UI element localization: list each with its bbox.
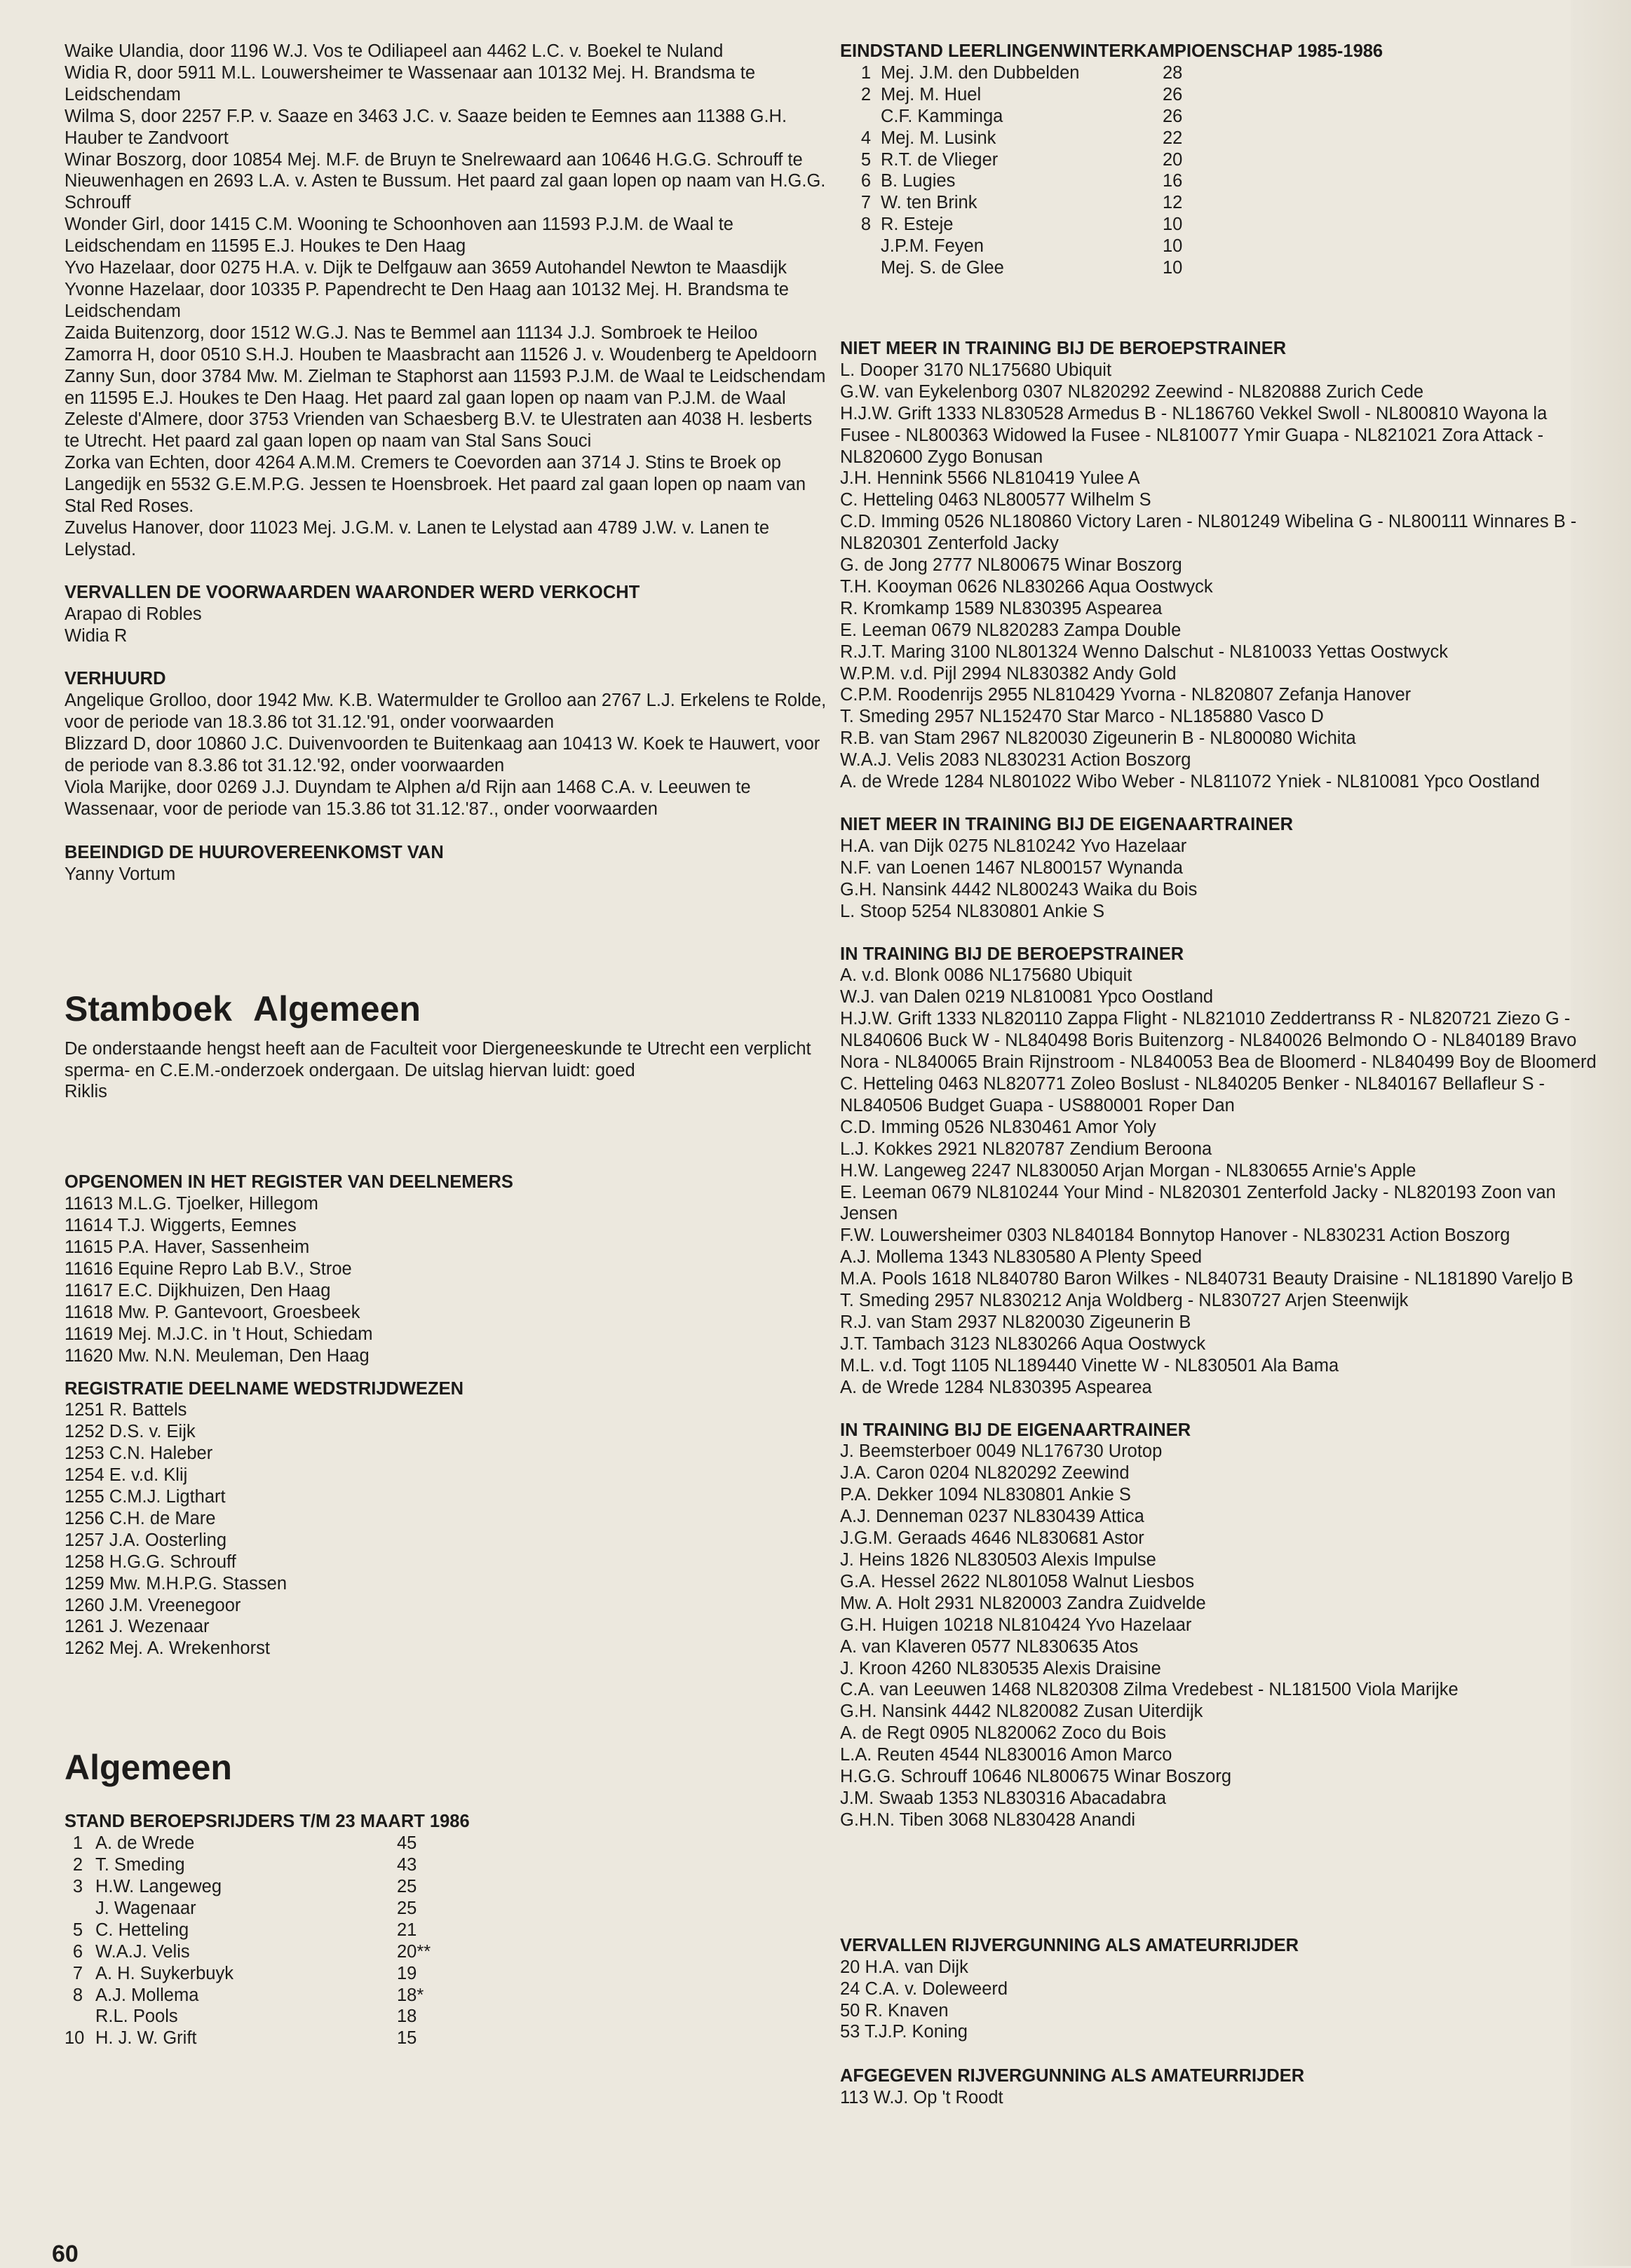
ranking-row — [840, 192, 1597, 214]
rank-number: 8 — [860, 215, 871, 235]
score-value: 25 — [397, 1877, 417, 1896]
ranking-row — [840, 128, 1597, 149]
section-heading-stand: STAND BEROEPSRIJDERS T/M 23 MAART 1986 — [65, 1812, 470, 1832]
trainer-entry: P.A. Dekker 1094 NL830801 Ankie S — [840, 1485, 1131, 1505]
ranking-row — [65, 1833, 829, 1854]
score-value: 10 — [1163, 215, 1183, 235]
sale-entry: Zeleste d'Almere, door 3753 Vrienden van Schaesberg B.V. te Ulestraten aan 4038 H. lesberts te Utrecht. Het paard zal gaan lopen op naam van Stal Sans Souci — [65, 409, 813, 451]
list-item: 1252 D.S. v. Eijk — [65, 1422, 196, 1442]
trainer-entry: T. Smeding 2957 NL152470 Star Marco - NL185880 Vasco D — [840, 707, 1324, 727]
score-value: 28 — [1163, 62, 1183, 83]
score-value: 20** — [397, 1941, 431, 1962]
trainer-entry: H.W. Langeweg 2247 NL830050 Arjan Morgan - NL830655 Arnie's Apple — [840, 1160, 1416, 1181]
trainer-entry: G.H. Nansink 4442 NL800243 Waika du Bois — [840, 879, 1198, 899]
lease-entry: Viola Marijke, door 0269 J.J. Duyndam te Alphen a/d Rijn aan 1468 C.A. v. Leeuwen te Wassenaar, voor de periode van 15.3.86 tot 31.12.'87., onder voorwaarden — [65, 777, 751, 819]
rank-number: 7 — [860, 193, 871, 213]
stand-table — [65, 1833, 829, 2049]
trainer-entry: A. de Regt 0905 NL820062 Zoco du Bois — [840, 1723, 1166, 1744]
trainer-entry: H.A. van Dijk 0275 NL810242 Yvo Hazelaar — [840, 836, 1187, 856]
trainer-entry: J. Heins 1826 NL830503 Alexis Impulse — [840, 1550, 1156, 1570]
sale-entry: Waike Ulandia, door 1196 W.J. Vos te Odiliapeel aan 4462 L.C. v. Boekel te Nuland — [65, 41, 724, 61]
list-item: Yanny Vortum — [65, 864, 176, 884]
list-item: 11616 Equine Repro Lab B.V., Stroe — [65, 1258, 352, 1279]
rank-number: 1 — [860, 62, 871, 83]
trainer-entry: G. de Jong 2777 NL800675 Winar Boszorg — [840, 555, 1182, 576]
ranking-row — [65, 1920, 829, 1941]
list-item: 11620 Mw. N.N. Meuleman, Den Haag — [65, 1345, 370, 1366]
stamboek-text: De onderstaande hengst heeft aan de Faculteit voor Diergeneeskunde te Utrecht een verplicht sperma- en C.E.M.-onderzoek ondergaan. De uitslag hiervan luidt: goed — [65, 1038, 811, 1080]
trainer-entry: R.J. van Stam 2937 NL820030 Zigeunerin B — [840, 1312, 1191, 1332]
vervallen-list — [65, 604, 829, 647]
trainer-entry: W.J. van Dalen 0219 NL810081 Ypco Oostland — [840, 987, 1214, 1007]
score-value: 45 — [397, 1833, 417, 1854]
trainer-entry: L. Stoop 5254 NL830801 Ankie S — [840, 901, 1105, 921]
list-item: 53 T.J.P. Koning — [840, 2022, 968, 2042]
ranking-row — [840, 84, 1597, 106]
trainer-entry: A. de Wrede 1284 NL830395 Aspearea — [840, 1377, 1152, 1397]
section-heading-eindstand: EINDSTAND LEERLINGENWINTERKAMPIOENSCHAP 1985-1986 — [840, 41, 1383, 61]
list-item: 20 H.A. van Dijk — [840, 1957, 968, 1977]
rank-number: 5 — [72, 1920, 83, 1940]
trainer-entry: M.A. Pools 1618 NL840780 Baron Wilkes - NL840731 Beauty Draisine - NL181890 Vareljo B — [840, 1269, 1574, 1289]
rider-name: J.P.M. Feyen — [881, 236, 984, 257]
trainer-entry: R.J.T. Maring 3100 NL801324 Wenno Dalschut - NL810033 Yettas Oostwyck — [840, 641, 1449, 662]
rank-number — [840, 257, 881, 279]
list-item: 1254 E. v.d. Klij — [65, 1465, 188, 1486]
trainer-entry: W.P.M. v.d. Pijl 2994 NL830382 Andy Gold — [840, 663, 1177, 684]
afgegeven-rij-list — [840, 2087, 1597, 2109]
sale-entry: Zorka van Echten, door 4264 A.M.M. Cremers te Coevorden aan 3714 J. Stins te Broek op Langedijk en 5532 G.E.M.P.G. Jessen te Hoensbroek. Het paard zal gaan lopen op naam van Stal Red Roses. — [65, 453, 806, 517]
stamboek-title: Stamboek Algemeen — [65, 989, 421, 1028]
section-heading-vervallen-rij: VERVALLEN RIJVERGUNNING ALS AMATEURRIJDER — [840, 1935, 1299, 1955]
ranking-row — [65, 1876, 829, 1898]
section-heading-nm-beroeps: NIET MEER IN TRAINING BIJ DE BEROEPSTRAINER — [840, 338, 1287, 358]
trainer-entry: W.A.J. Velis 2083 NL830231 Action Boszorg — [840, 750, 1191, 770]
rank-number: 10 — [65, 2028, 85, 2049]
rank-number: 5 — [860, 149, 871, 170]
ranking-row — [840, 170, 1597, 192]
rider-name: R.L. Pools — [95, 2006, 178, 2027]
score-value: 26 — [1163, 106, 1183, 126]
eindstand-table — [840, 62, 1597, 279]
trainer-entry: A. van Klaveren 0577 NL830635 Atos — [840, 1636, 1139, 1657]
trainer-entry: C.D. Imming 0526 NL830461 Amor Yoly — [840, 1117, 1156, 1137]
score-value: 43 — [397, 1855, 417, 1875]
score-value: 22 — [1163, 128, 1183, 148]
trainer-entry: H.J.W. Grift 1333 NL830528 Armedus B - NL186760 Vekkel Swoll - NL800810 Wayona la Fusee - NL800363 Widowed la Fusee - NL810077 Ymir Guapa - NL821021 Zora Attack - NL820600 Zygo Bonusan — [840, 403, 1548, 467]
trainer-entry: F.W. Louwersheimer 0303 NL840184 Bonnytop Hanover - NL830231 Action Boszorg — [840, 1225, 1510, 1246]
score-value: 15 — [397, 2028, 417, 2049]
list-item: 1258 H.G.G. Schrouff — [65, 1551, 236, 1572]
nm-eigenaar-list — [840, 836, 1597, 923]
trainer-entry: C.P.M. Roodenrijs 2955 NL810429 Yvorna - NL820807 Zefanja Hanover — [840, 685, 1412, 705]
trainer-entry: G.H. Huigen 10218 NL810424 Yvo Hazelaar — [840, 1615, 1192, 1635]
lease-entry: Angelique Grolloo, door 1942 Mw. K.B. Watermulder te Grolloo aan 2767 L.J. Erkelens te Rolde, voor de periode van 18.3.86 tot 31.12.'91, onder voorwaarden — [65, 691, 827, 733]
rank-number — [65, 1898, 95, 1920]
rider-name: A. de Wrede — [95, 1833, 195, 1854]
in-eigenaar-list — [840, 1441, 1597, 1831]
ranking-row — [65, 2006, 829, 2028]
list-item: 1256 C.H. de Mare — [65, 1508, 216, 1528]
trainer-entry: A. v.d. Blonk 0086 NL175680 Ubiquit — [840, 965, 1132, 986]
registratie-list — [65, 1399, 829, 1659]
stamboek-horse: Riklis — [65, 1082, 107, 1102]
list-item: 113 W.J. Op 't Roodt — [840, 2088, 1003, 2108]
rider-name: A. H. Suykerbuyk — [95, 1963, 234, 1983]
trainer-entry: A.J. Mollema 1343 NL830580 A Plenty Speed — [840, 1247, 1203, 1268]
ranking-row — [840, 106, 1597, 128]
rank-number: 4 — [860, 128, 871, 148]
rider-name: R. Esteje — [881, 215, 954, 235]
trainer-entry: J.G.M. Geraads 4646 NL830681 Astor — [840, 1528, 1144, 1549]
list-item: Arapao di Robles — [65, 604, 202, 624]
rider-name: Mej. M. Lusink — [881, 128, 996, 148]
sale-entry: Winar Boszorg, door 10854 Mej. M.F. de Bruyn te Snelrewaard aan 10646 H.G.G. Schrouff te Nieuwenhagen en 2693 L.A. v. Asten te Bussum. Het paard zal gaan lopen op naam van H.G.G. Schrouff — [65, 149, 826, 213]
ranking-row — [65, 2028, 829, 2049]
rank-number: 3 — [72, 1877, 83, 1896]
score-value: 18* — [397, 1985, 424, 2005]
rank-number: 2 — [860, 84, 871, 104]
ranking-row — [840, 149, 1597, 171]
trainer-entry: J.M. Swaab 1353 NL830316 Abacadabra — [840, 1788, 1167, 1808]
sale-entry: Wilma S, door 2257 F.P. v. Saaze en 3463 J.C. v. Saaze beiden te Eemnes aan 11388 G.H. Hauber te Zandvoort — [65, 106, 787, 148]
opgenomen-list — [65, 1193, 829, 1366]
trainer-entry: L.A. Reuten 4544 NL830016 Amon Marco — [840, 1745, 1172, 1765]
section-heading-in-beroeps: IN TRAINING BIJ DE BEROEPSTRAINER — [840, 944, 1184, 964]
section-heading-beeindigd: BEEINDIGD DE HUUROVEREENKOMST VAN — [65, 842, 444, 862]
vervallen-rij-list — [840, 1957, 1597, 2044]
trainer-entry: H.G.G. Schrouff 10646 NL800675 Winar Boszorg — [840, 1767, 1231, 1787]
section-heading-opgenomen: OPGENOMEN IN HET REGISTER VAN DEELNEMERS — [65, 1172, 513, 1193]
score-value: 10 — [1163, 236, 1183, 257]
score-value: 20 — [1163, 149, 1183, 170]
rider-name: Mej. S. de Glee — [881, 258, 1004, 278]
trainer-entry: H.J.W. Grift 1333 NL820110 Zappa Flight - NL821010 Zeddertranss R - NL820721 Ziezo G - NL840606 Buck W - NL840498 Boris Buitenzorg - NL840026 Belmondo O - NL840189 Bravo Nora - NL840065 Brain Rijnstroom - NL840053 Bea de Bloomerd - NL840499 Boy de Bloomerd — [840, 1009, 1597, 1073]
trainer-entry: J.A. Caron 0204 NL820292 Zeewind — [840, 1463, 1130, 1483]
rider-name: W.A.J. Velis — [95, 1941, 190, 1962]
score-value: 21 — [397, 1920, 417, 1940]
rider-name: H.W. Langeweg — [95, 1877, 222, 1896]
ranking-row — [840, 62, 1597, 84]
rider-name: T. Smeding — [95, 1855, 185, 1875]
trainer-entry: G.H. Nansink 4442 NL820082 Zusan Uiterdijk — [840, 1702, 1203, 1722]
ranking-row — [840, 214, 1597, 236]
rider-name: R.T. de Vlieger — [881, 149, 999, 170]
in-beroeps-list — [840, 965, 1597, 1398]
ranking-row — [65, 1963, 829, 1985]
sale-entries — [65, 41, 829, 561]
section-heading-registratie: REGISTRATIE DEELNAME WEDSTRIJDWEZEN — [65, 1378, 464, 1399]
trainer-entry: C.D. Imming 0526 NL180860 Victory Laren - NL801249 Wibelina G - NL800111 Winnares B - NL820301 Zenterfold Jacky — [840, 512, 1577, 554]
score-value: 18 — [397, 2006, 417, 2027]
list-item: 1251 R. Battels — [65, 1400, 187, 1420]
trainer-entry: G.H.N. Tiben 3068 NL830428 Anandi — [840, 1809, 1136, 1830]
trainer-entry: L.J. Kokkes 2921 NL820787 Zendium Beroona — [840, 1139, 1212, 1159]
trainer-entry: G.W. van Eykelenborg 0307 NL820292 Zeewind - NL820888 Zurich Cede — [840, 381, 1424, 402]
trainer-entry: J. Beemsterboer 0049 NL176730 Urotop — [840, 1441, 1163, 1462]
rank-number — [840, 106, 881, 128]
sale-entry: Zuvelus Hanover, door 11023 Mej. J.G.M. v. Lanen te Lelystad aan 4789 J.W. v. Lanen te Lelystad. — [65, 517, 769, 559]
trainer-entry: M.L. v.d. Togt 1105 NL189440 Vinette W - NL830501 Ala Bama — [840, 1355, 1339, 1376]
rider-name: B. Lugies — [881, 171, 956, 191]
ranking-row — [65, 1985, 829, 2006]
rider-name: Mej. M. Huel — [881, 84, 982, 104]
trainer-entry: J.T. Tambach 3123 NL830266 Aqua Oostwyck — [840, 1333, 1206, 1354]
trainer-entry: R. Kromkamp 1589 NL830395 Aspearea — [840, 598, 1163, 618]
left-column — [65, 41, 829, 2049]
list-item: 24 C.A. v. Doleweerd — [840, 1978, 1008, 1999]
trainer-entry: E. Leeman 0679 NL820283 Zampa Double — [840, 620, 1182, 640]
sale-entry: Zaida Buitenzorg, door 1512 W.G.J. Nas te Bemmel aan 11134 J.J. Sombroek te Heiloo — [65, 322, 758, 343]
trainer-entry: J. Kroon 4260 NL830535 Alexis Draisine — [840, 1658, 1161, 1678]
trainer-entry: Mw. A. Holt 2931 NL820003 Zandra Zuidvelde — [840, 1593, 1206, 1613]
beeindigd-list — [65, 864, 829, 885]
trainer-entry: G.A. Hessel 2622 NL801058 Walnut Liesbos — [840, 1571, 1195, 1591]
list-item: 1255 C.M.J. Ligthart — [65, 1487, 226, 1507]
rider-name: H. J. W. Grift — [95, 2028, 197, 2049]
score-value: 26 — [1163, 84, 1183, 104]
rider-name: Mej. J.M. den Dubbelden — [881, 62, 1080, 83]
rider-name: C.F. Kamminga — [881, 106, 1003, 126]
list-item: 11615 P.A. Haver, Sassenheim — [65, 1237, 310, 1258]
list-item: Widia R — [65, 625, 128, 646]
score-value: 25 — [397, 1898, 417, 1918]
trainer-entry: N.F. van Loenen 1467 NL800157 Wynanda — [840, 857, 1183, 878]
lease-entry: Blizzard D, door 10860 J.C. Duivenvoorden te Buitenkaag aan 10413 W. Koek te Hauwert, voor de periode van 8.3.86 tot 31.12.'92, onder voorwaarden — [65, 734, 820, 776]
trainer-entry: T. Smeding 2957 NL830212 Anja Woldberg - NL830727 Arjen Steenwijk — [840, 1291, 1409, 1311]
list-item: 1259 Mw. M.H.P.G. Stassen — [65, 1573, 287, 1594]
sale-entry: Yvonne Hazelaar, door 10335 P. Papendrecht te Den Haag aan 10132 Mej. H. Brandsma te Leidschendam — [65, 279, 789, 321]
section-heading-afgegeven-rij: AFGEGEVEN RIJVERGUNNING ALS AMATEURRIJDER — [840, 2066, 1305, 2086]
sale-entry: Zamorra H, door 0510 S.H.J. Houben te Maasbracht aan 11526 J. v. Woudenberg te Apeldoorn — [65, 344, 818, 365]
list-item: 11619 Mej. M.J.C. in 't Hout, Schiedam — [65, 1324, 373, 1344]
list-item: 1261 J. Wezenaar — [65, 1617, 210, 1637]
section-heading-nm-eigenaar: NIET MEER IN TRAINING BIJ DE EIGENAARTRAINER — [840, 815, 1294, 834]
rank-number: 7 — [72, 1963, 83, 1983]
trainer-entry: A. de Wrede 1284 NL801022 Wibo Weber - NL811072 Yniek - NL810081 Ypco Oostland — [840, 772, 1540, 792]
list-item: 1262 Mej. A. Wrekenhorst — [65, 1638, 270, 1659]
page-number: 60 — [52, 2241, 79, 2267]
sale-entry: Yvo Hazelaar, door 0275 H.A. v. Dijk te Delfgauw aan 3659 Autohandel Newton te Maasdijk — [65, 258, 787, 278]
algemeen-title: Algemeen — [65, 1748, 232, 1788]
rank-number: 6 — [860, 171, 871, 191]
trainer-entry: E. Leeman 0679 NL810244 Your Mind - NL820301 Zenterfold Jacky - NL820193 Zoon van Jensen — [840, 1182, 1556, 1224]
ranking-row — [65, 1941, 829, 1963]
rider-name: J. Wagenaar — [95, 1898, 196, 1918]
score-value: 16 — [1163, 171, 1183, 191]
list-item: 1253 C.N. Haleber — [65, 1444, 213, 1464]
right-column — [840, 41, 1597, 2109]
rider-name: A.J. Mollema — [95, 1985, 199, 2005]
sale-entry: Wonder Girl, door 1415 C.M. Wooning te Schoonhoven aan 11593 P.J.M. de Waal te Leidschendam en 11595 E.J. Houkes te Den Haag — [65, 215, 733, 257]
rank-number — [840, 236, 881, 257]
rank-number: 1 — [72, 1833, 83, 1854]
ranking-row — [65, 1898, 829, 1920]
nm-beroeps-list — [840, 360, 1597, 793]
trainer-entry: L. Dooper 3170 NL175680 Ubiquit — [840, 360, 1112, 380]
trainer-entry: R.B. van Stam 2967 NL820030 Zigeunerin B - NL800080 Wichita — [840, 728, 1356, 749]
list-item: 11613 M.L.G. Tjoelker, Hillegom — [65, 1194, 318, 1214]
sale-entry: Widia R, door 5911 M.L. Louwersheimer te Wassenaar aan 10132 Mej. H. Brandsma te Leidschendam — [65, 62, 756, 104]
ranking-row — [65, 1854, 829, 1876]
list-item: 11617 E.C. Dijkhuizen, Den Haag — [65, 1280, 331, 1301]
section-heading-in-eigenaar: IN TRAINING BIJ DE EIGENAARTRAINER — [840, 1420, 1191, 1440]
rider-name: W. ten Brink — [881, 193, 977, 213]
trainer-entry: C. Hetteling 0463 NL800577 Wilhelm S — [840, 490, 1151, 510]
list-item: 11614 T.J. Wiggerts, Eemnes — [65, 1216, 297, 1236]
ranking-row — [840, 236, 1597, 257]
verhuurd-list — [65, 690, 829, 820]
list-item: 1260 J.M. Vreenegoor — [65, 1595, 241, 1615]
section-heading-vervallen: VERVALLEN DE VOORWAARDEN WAARONDER WERD VERKOCHT — [65, 582, 640, 602]
rank-number: 6 — [72, 1941, 83, 1962]
score-value: 19 — [397, 1963, 417, 1983]
trainer-entry: A.J. Denneman 0237 NL830439 Attica — [840, 1507, 1144, 1527]
rank-number: 2 — [72, 1855, 83, 1875]
rider-name: C. Hetteling — [95, 1920, 189, 1940]
trainer-entry: J.H. Hennink 5566 NL810419 Yulee A — [840, 468, 1140, 489]
sale-entry: Zanny Sun, door 3784 Mw. M. Zielman te Staphorst aan 11593 P.J.M. de Waal te Leidschendam en 11595 E.J. Houkes te Den Haag. Het paard zal gaan lopen op naam van P.J.M. de Waal — [65, 366, 826, 408]
score-value: 10 — [1163, 258, 1183, 278]
ranking-row — [840, 257, 1597, 279]
score-value: 12 — [1163, 193, 1183, 213]
rank-number — [65, 2006, 95, 2028]
section-heading-verhuurd: VERHUURD — [65, 669, 166, 689]
list-item: 11618 Mw. P. Gantevoort, Groesbeek — [65, 1302, 360, 1322]
trainer-entry: C.A. van Leeuwen 1468 NL820308 Zilma Vredebest - NL181500 Viola Marijke — [840, 1680, 1459, 1700]
trainer-entry: T.H. Kooyman 0626 NL830266 Aqua Oostwyck — [840, 576, 1213, 597]
trainer-entry: C. Hetteling 0463 NL820771 Zoleo Boslust - NL840205 Benker - NL840167 Bellafleur S - NL840506 Budget Guapa - US880001 Roper Dan — [840, 1073, 1545, 1115]
rank-number: 8 — [72, 1985, 83, 2005]
list-item: 50 R. Knaven — [840, 2000, 949, 2021]
list-item: 1257 J.A. Oosterling — [65, 1530, 227, 1550]
